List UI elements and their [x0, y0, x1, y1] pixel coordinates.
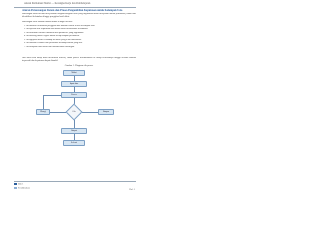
flowchart-input: Input data — [61, 81, 87, 87]
running-header: Aturan Permainan Nutrisi — Kerangka Kerja dan Pembelajaran — [24, 2, 91, 5]
list-item: 5. Mengujikan model terhadap skenario yang telah ditentukan. — [24, 38, 82, 41]
footer-divider — [14, 181, 136, 182]
flowchart-start: Mulai — [63, 70, 85, 76]
body-paragraph: Jika salah satu tahap tidak memenuhi kriteria, maka proses dikembalikan ke tahap sebelumnya hingga seluruh kondisi terpenuhi dan keputusan dapat diambil. — [22, 57, 136, 63]
flowchart-connector — [82, 112, 98, 113]
footer-line-1: Bab 1 — [18, 183, 24, 186]
flowchart-connector — [74, 120, 75, 128]
flowchart-side-right: Simpan — [98, 109, 114, 115]
list-item: 7. Menetapkan hasil akhir dan dokumentasi rancangan. — [24, 45, 75, 48]
footer-swatch-icon — [14, 187, 17, 189]
list-item: 6. Melakukan evaluasi dan perbaikan terhadap aturan yang ada. — [24, 42, 83, 44]
flowchart-connector — [50, 112, 66, 113]
header-divider — [14, 7, 136, 8]
document-page — [0, 0, 149, 198]
intro-paragraph: Rancangan dasar berikut menjelaskan langkah-langkah awal yang digunakan untuk menyusun aturan permainan, mulai dari identifikasi kebutuhan hingga pengujian hasil akhir. — [22, 13, 136, 19]
flowchart-output: Output — [61, 128, 87, 134]
figure-caption: Gambar 1. Diagram alir proses — [64, 64, 94, 67]
lead-paragraph: Rancangan awal disusun dalam urutan sebagai berikut : — [22, 20, 74, 23]
list-item: 4. Merancang model logika untuk setiap tahapan permainan. — [24, 35, 80, 37]
flowchart-end: Selesai — [63, 140, 85, 146]
step-list — [24, 25, 136, 50]
footer-line-2: Pendahuluan — [18, 187, 30, 190]
flowchart-connector — [43, 95, 44, 109]
flowchart-decision-label: Cek — [72, 110, 76, 113]
section-title: Aturan Perancangan Sistem dan Proses Pengambilan Keputusan untuk Kelompok Usia — [22, 8, 123, 12]
list-item: 2. Menyusun alur keputusan dan aturan dasar berdasarkan kebutuhan. — [24, 28, 89, 30]
list-item: 3. Menentukan variabel masukan dan parameter yang digunakan. — [24, 31, 84, 34]
footer-left — [14, 183, 30, 190]
page-number: Hal. 1 — [129, 189, 135, 191]
list-item: 1. Identifikasi kebutuhan pengguna dan batasan sistem sesuai kelompok usia. — [24, 24, 95, 27]
flowchart-connector — [43, 95, 61, 96]
flowchart-side-left: Ulangi — [36, 109, 50, 115]
flowchart-process: Proses — [61, 92, 87, 98]
footer-swatch-icon — [14, 183, 17, 185]
